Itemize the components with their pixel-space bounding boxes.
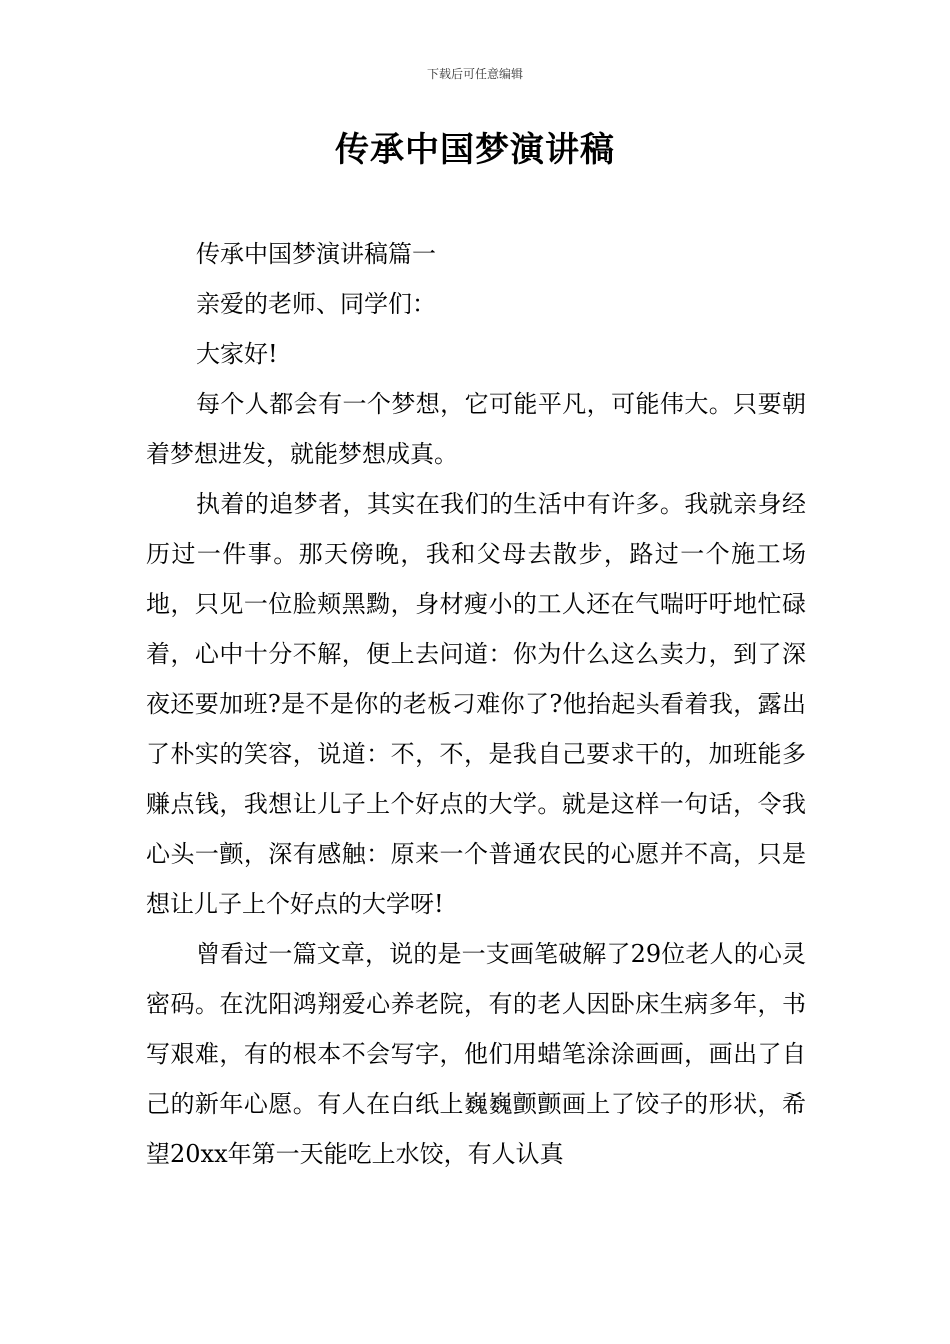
paragraph-greeting: 大家好! xyxy=(196,340,278,368)
header-note: 下载后可任意编辑 xyxy=(426,67,523,81)
paragraph-body: 曾看过一篇文章，说的是一支画笔破解了29位老人的心灵密码。在沈阳鸿翔爱心养老院，有的老人因卧床生病多年，书写艰难，有的根本不会写字，他们用蜡笔涂涂画画，画出了自己的新年心愿。有人在白纸上巍巍颤颤画上了饺子的形状，希望20xx年第一天能吃上水饺，有人认真 xyxy=(146,940,806,1168)
paragraph-body: 执着的追梦者，其实在我们的生活中有许多。我就亲身经历过一件事。那天傍晚，我和父母去散步，路过一个施工场地，只见一位脸颊黑黝，身材瘦小的工人还在气喘吁吁地忙碌着，心中十分不解，便上去问道：你为什么这么卖力，到了深夜还要加班?是不是你的老板刁难你了?他抬起头看着我，露出了朴实的笑容，说道：不，不，是我自己要求干的，加班能多赚点钱，我想让儿子上个好点的大学。就是这样一句话，令我心头一颤，深有感触：原来一个普通农民的心愿并不高，只是想让儿子上个好点的大学呀! xyxy=(146,490,806,918)
paragraph-salutation: 亲爱的老师、同学们： xyxy=(196,290,436,318)
paragraph-subtitle: 传承中国梦演讲稿篇一 xyxy=(196,240,436,268)
document-title: 传承中国梦演讲稿 xyxy=(335,130,615,170)
paragraph-body: 每个人都会有一个梦想，它可能平凡，可能伟大。只要朝着梦想进发，就能梦想成真。 xyxy=(146,390,806,468)
document-body xyxy=(146,229,806,1179)
